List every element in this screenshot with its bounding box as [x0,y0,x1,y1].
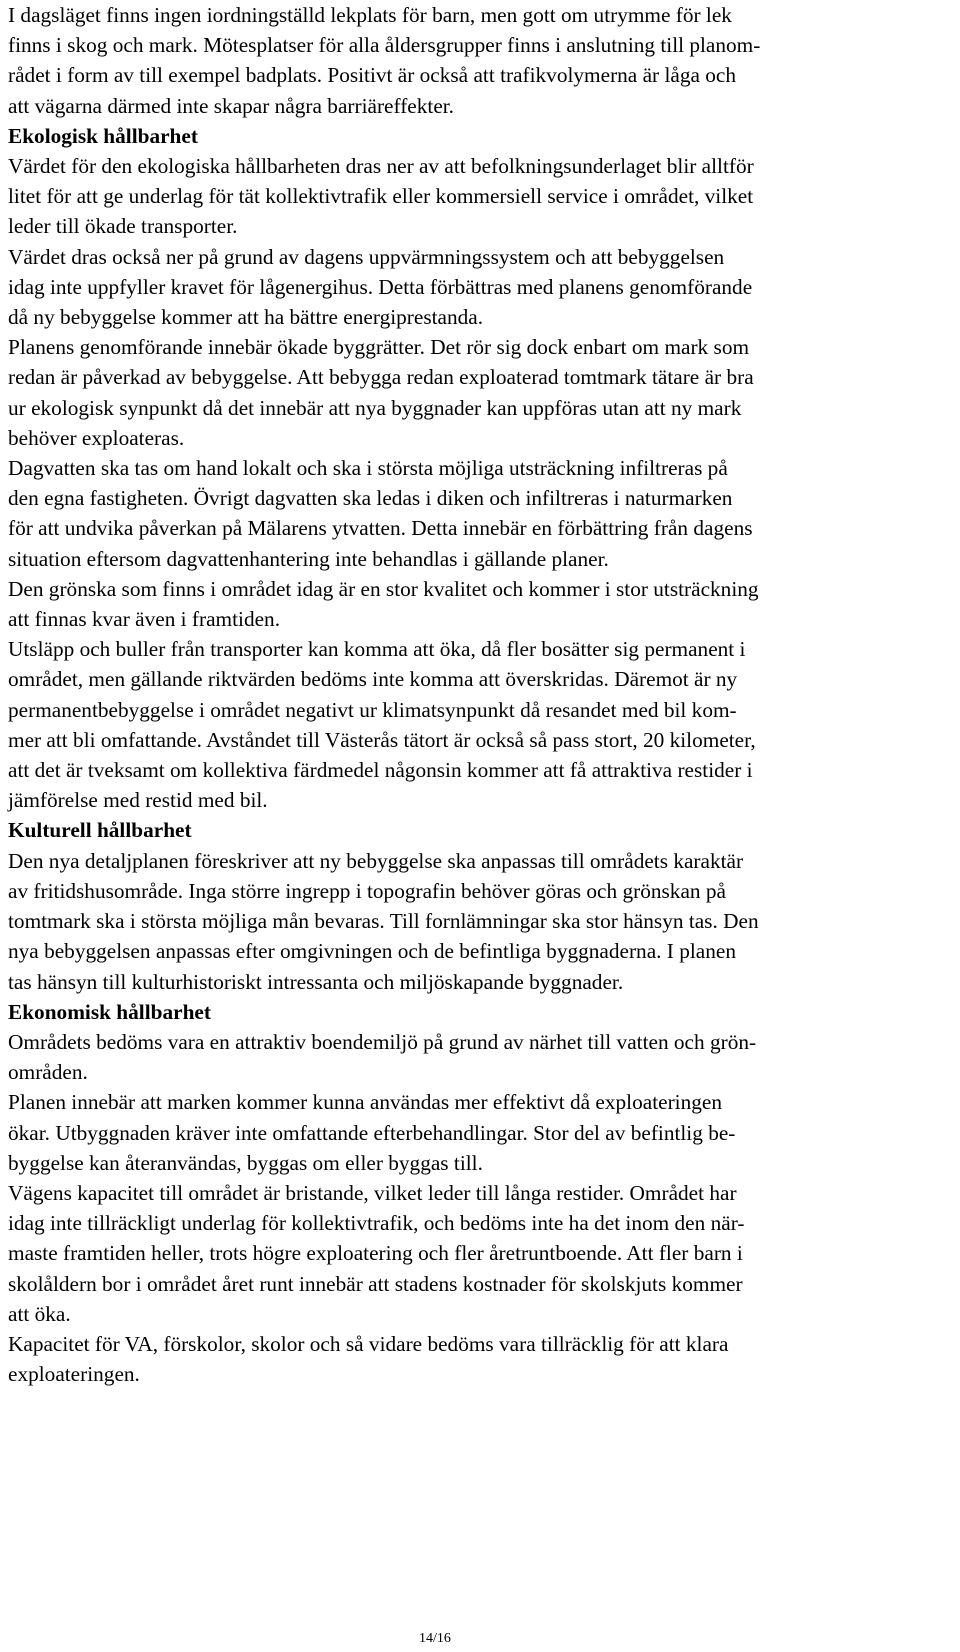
ecological-paragraph-4: Dagvatten ska tas om hand lokalt och ska i största möjliga utsträckning infiltreras på den egna fastigheten. Övrigt dagvatten ska ledas i diken och infiltreras i naturmarken för att undvika påverkan på Mälarens ytvatten. Detta innebär en förbättring från dagens situation eftersom dagvattenhantering inte behandlas i gällande planer. [8,456,753,571]
economic-paragraph-4: Kapacitet för VA, förskolor, skolor och så vidare bedöms vara tillräcklig för att klara exploateringen. [8,1331,729,1387]
document-page [8,0,952,1389]
heading-cultural: Kulturell hållbarhet [8,818,192,843]
heading-ecological: Ekologisk hållbarhet [8,123,198,148]
ecological-paragraph-2: Värdet dras också ner på grund av dagens uppvärmningssystem och att bebyggelsen idag inte uppfyller kravet för lågenergihus. Detta förbättras med planens genomförande då ny bebyggelse kommer att ha bättre energiprestanda. [8,244,753,330]
economic-paragraph-2: Planen innebär att marken kommer kunna användas mer effektivt då exploateringen ökar. Utbyggnaden kräver inte omfattande efterbehandlingar. Stor del av befintlig be- byggelse kan återanvändas, byggas om eller byggas till. [8,1090,736,1175]
ecological-paragraph-3: Planens genomförande innebär ökade byggrätter. Det rör sig dock enbart om mark som redan är påverkad av bebyggelse. Att bebygga redan exploaterad tomtmark tätare är bra ur ekologisk synpunkt då det innebär att nya byggnader kan uppföras utan att ny mark behöver exploateras. [8,335,754,450]
page-number: 14/16 [419,1631,451,1646]
ecological-paragraph-1: Värdet för den ekologiska hållbarheten dras ner av att befolkningsunderlaget blir alltför litet för att ge underlag för tät kollektivtrafik eller kommersiell service i området, vilket leder till ökade transporter. [8,154,754,239]
ecological-paragraph-5: Den grönska som finns i området idag är en stor kvalitet och kommer i stor utsträckning att finnas kvar även i framtiden. [8,576,759,632]
economic-paragraph-1: Områdets bedöms vara en attraktiv boendemiljö på grund av närhet till vatten och grön- områden. [8,1029,757,1085]
cultural-paragraph-1: Den nya detaljplanen föreskriver att ny bebyggelse ska anpassas till områdets karaktär av fritidshusområde. Inga större ingrepp i topografin behöver göras och grönskan på tomtmark ska i största möjliga mån bevaras. Till fornlämningar ska stor hänsyn tas. Den nya bebyggelsen anpassas efter omgivningen och de befintliga byggnaderna. I planen tas hänsyn till kulturhistoriskt intressanta och miljöskapande byggnader. [8,848,759,994]
economic-paragraph-3: Vägens kapacitet till området är bristande, vilket leder till långa restider. Området har idag inte tillräckligt underlag för kollektivtrafik, och bedöms inte ha det inom den när- maste framtiden heller, trots högre exploatering och fler åretruntboende. Att fler barn i skolåldern bor i området året runt innebär att stadens kostnader för skolskjuts kommer att öka. [8,1180,745,1326]
heading-economic: Ekonomisk hållbarhet [8,999,211,1024]
ecological-paragraph-6: Utsläpp och buller från transporter kan komma att öka, då fler bosätter sig permanent i området, men gällande riktvärden bedöms inte komma att överskridas. Däremot är ny permanentbebyggelse i området negativt ur klimatsynpunkt då resandet med bil kom- mer att bli omfattande. Avståndet till Västerås tätort är också så pass stort, 20 kilometer, att det är tveksamt om kollektiva färdmedel någonsin kommer att få attraktiva restider i jämförelse med restid med bil. [8,637,756,813]
intro-paragraph: I dagsläget finns ingen iordningställd lekplats för barn, men gott om utrymme för lek finns i skog och mark. Mötesplatser för alla åldersgrupper finns i anslutning till planom- rådet i form av till exempel badplats. Positivt är också att trafikvolymerna är låga och att vägarna därmed inte skapar några barriäreffekter. [8,3,761,118]
